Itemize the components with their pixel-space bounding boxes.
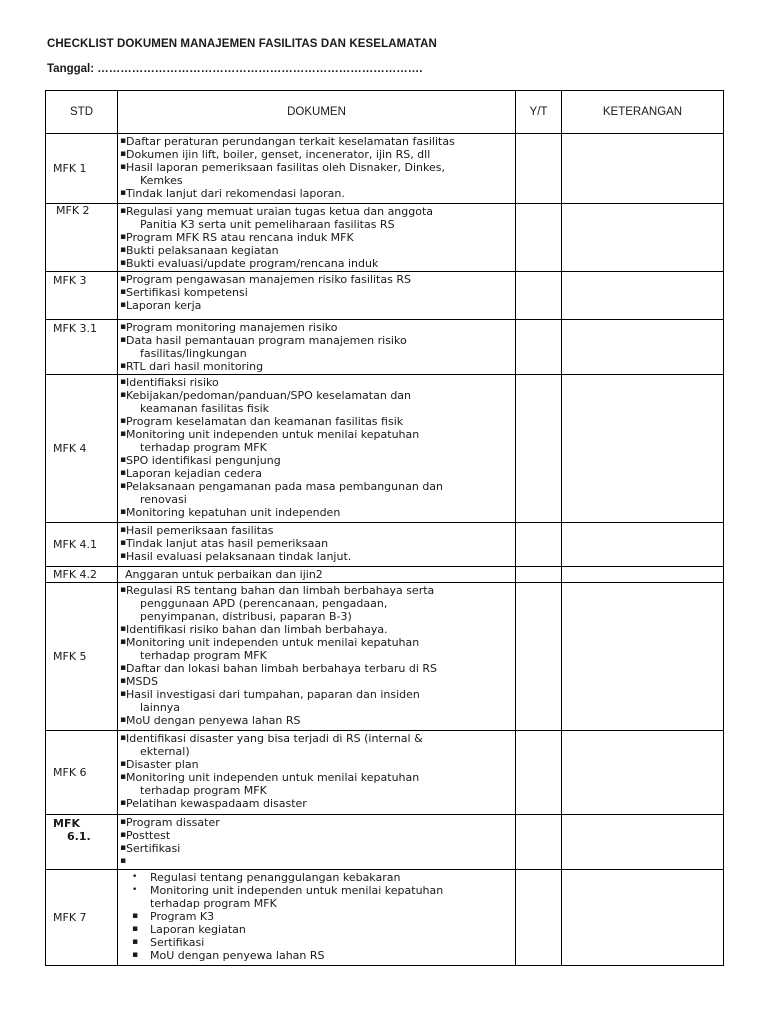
list-item [120, 797, 513, 810]
list-item [120, 286, 513, 299]
list-item-text: Daftar peraturan perundangan terkait keselamatan fasilitas [126, 135, 455, 148]
list-item [120, 321, 513, 334]
dokumen-cell [118, 134, 516, 204]
bullet-icon: ▪ [120, 335, 127, 345]
list-item [120, 506, 513, 519]
bullet-icon: ▪ [120, 637, 127, 647]
list-item-text: Hasil evaluasi pelaksanaan tindak lanjut. [126, 550, 352, 563]
std-cell [46, 523, 118, 567]
list-item-text: lainnya [140, 701, 181, 714]
yt-cell[interactable] [516, 134, 562, 204]
date-field-label: Tanggal: …………………………………………………………………………. [47, 63, 423, 75]
bullet-icon: ▪ [120, 585, 127, 595]
yt-cell[interactable] [516, 815, 562, 870]
std-cell [46, 320, 118, 375]
list-item [120, 524, 513, 537]
list-item-text: Hasil laporan pemeriksaan fasilitas oleh Disnaker, Dinkes, [126, 161, 445, 174]
bullet-icon: ▪ [120, 507, 127, 517]
yt-cell[interactable] [516, 870, 562, 966]
table-row [46, 523, 724, 567]
list-item [120, 871, 513, 884]
bullet-icon: ▪ [120, 481, 127, 491]
list-item [120, 273, 513, 286]
table-row [46, 204, 724, 272]
list-item-text: Pelaksanaan pengamanan pada masa pembangunan dan [126, 480, 444, 493]
bullet-icon: ▪ [120, 455, 127, 465]
keterangan-cell[interactable] [562, 134, 724, 204]
list-item-text: Program MFK RS atau rencana induk MFK [126, 231, 354, 244]
std-cell [46, 815, 118, 870]
list-item [120, 415, 513, 428]
table-row [46, 583, 724, 731]
table-row [46, 375, 724, 523]
list-item [120, 584, 513, 623]
list-item-text: Disaster plan [126, 758, 199, 771]
std-cell [46, 134, 118, 204]
dokumen-text: Anggaran untuk perbaikan dan ijin2 [125, 568, 323, 581]
std-label: MFK 7 [53, 911, 87, 924]
list-item-text: terhadap program MFK [140, 441, 267, 454]
std-cell [46, 870, 118, 966]
dokumen-cell [118, 204, 516, 272]
yt-cell[interactable] [516, 731, 562, 815]
bullet-icon: ▪ [120, 188, 127, 198]
dokumen-cell [118, 320, 516, 375]
bullet-icon: ▪ [120, 689, 127, 699]
bullet-icon: ▪ [120, 676, 127, 686]
list-item-text: renovasi [140, 493, 187, 506]
keterangan-cell[interactable] [562, 320, 724, 375]
keterangan-cell[interactable] [562, 272, 724, 320]
std-label: MFK 4 [53, 442, 87, 455]
list-item-text: Tindak lanjut atas hasil pemeriksaan [126, 537, 329, 550]
list-item [120, 855, 513, 868]
list-item-text: MoU dengan penyewa lahan RS [150, 949, 325, 962]
list-item [120, 135, 513, 148]
yt-cell[interactable] [516, 583, 562, 731]
bullet-icon: ▪ [120, 715, 127, 725]
keterangan-cell[interactable] [562, 870, 724, 966]
std-label: MFK [53, 817, 80, 830]
list-item-text: Pelatihan kewaspadaam disaster [126, 797, 307, 810]
bullet-icon: ▪ [120, 429, 127, 439]
header-yt: Y/T [516, 91, 562, 134]
yt-cell[interactable] [516, 272, 562, 320]
yt-cell[interactable] [516, 320, 562, 375]
list-item [120, 231, 513, 244]
list-item-text: Tindak lanjut dari rekomendasi laporan. [126, 187, 345, 200]
list-item-text: Regulasi yang memuat uraian tugas ketua dan anggota [126, 205, 434, 218]
list-item [120, 829, 513, 842]
list-item [120, 732, 513, 758]
bullet-icon: ▪ [120, 525, 127, 535]
list-item-text: Sertifikasi [126, 842, 181, 855]
list-item-text: SPO identifikasi pengunjung [126, 454, 281, 467]
list-item [120, 537, 513, 550]
list-item [120, 480, 513, 506]
checklist-table [45, 90, 724, 966]
list-item [120, 910, 513, 923]
bullet-icon: ▪ [132, 950, 139, 960]
list-item-text: Daftar dan lokasi bahan limbah berbahaya terbaru di RS [126, 662, 437, 675]
list-item [120, 205, 513, 231]
std-label: MFK 5 [53, 650, 87, 663]
std-label: 6.1. [67, 830, 91, 843]
list-item [120, 623, 513, 636]
std-label: MFK 4.2 [53, 568, 98, 581]
std-label: MFK 1 [53, 162, 87, 175]
list-item-text: penyimpanan, distribusi, paparan B-3) [140, 610, 352, 623]
bullet-icon: ▪ [120, 798, 127, 808]
list-item-text: Kebijakan/pedoman/panduan/SPO keselamatan dan [126, 389, 412, 402]
list-item-text: MoU dengan penyewa lahan RS [126, 714, 301, 727]
list-item-text: Laporan kegiatan [150, 923, 246, 936]
yt-cell[interactable] [516, 567, 562, 583]
list-item-text: Identifiaksi risiko [126, 376, 219, 389]
bullet-icon: ▪ [120, 149, 127, 159]
bullet-icon: ▪ [120, 232, 127, 242]
list-item [120, 467, 513, 480]
list-item [120, 662, 513, 675]
bullet-icon: ▪ [132, 937, 139, 947]
list-item [120, 376, 513, 389]
keterangan-cell[interactable] [562, 815, 724, 870]
list-item-text: Regulasi tentang penanggulangan kebakaran [150, 871, 401, 884]
std-cell [46, 375, 118, 523]
list-item-text: Panitia K3 serta unit pemeliharaan fasilitas RS [140, 218, 395, 231]
list-item [120, 675, 513, 688]
list-item [120, 758, 513, 771]
list-item-text: Monitoring unit independen untuk menilai kepatuhan [126, 771, 420, 784]
list-item-text: Laporan kejadian cedera [126, 467, 262, 480]
bullet-icon: ▪ [120, 663, 127, 673]
list-item [120, 148, 513, 161]
list-item-text: Program pengawasan manajemen risiko fasilitas RS [126, 273, 411, 286]
bullet-icon: ▪ [120, 856, 127, 866]
list-item-text: terhadap program MFK [140, 784, 267, 797]
bullet-icon: ▪ [120, 830, 127, 840]
bullet-icon: ▪ [120, 258, 127, 268]
list-item [120, 161, 513, 187]
bullet-icon: ▪ [120, 287, 127, 297]
table-row [46, 567, 724, 583]
list-item-text: terhadap program MFK [140, 649, 267, 662]
dokumen-cell [118, 731, 516, 815]
list-item [120, 454, 513, 467]
list-item-text: Hasil pemeriksaan fasilitas [126, 524, 274, 537]
list-item [120, 334, 513, 360]
bullet-icon: ▪ [120, 322, 127, 332]
list-item [120, 428, 513, 454]
bullet-icon: ▪ [120, 551, 127, 561]
dokumen-cell [118, 523, 516, 567]
list-item-text: Monitoring kepatuhan unit independen [126, 506, 341, 519]
list-item [120, 842, 513, 855]
bullet-icon: ▪ [132, 924, 139, 934]
keterangan-cell[interactable] [562, 523, 724, 567]
list-item [120, 816, 513, 829]
list-item [120, 244, 513, 257]
list-item [120, 187, 513, 200]
bullet-icon: • [132, 885, 138, 895]
list-item-text: RTL dari hasil monitoring [126, 360, 264, 373]
header-std: STD [46, 91, 118, 134]
list-item-text: Program keselamatan dan keamanan fasilitas fisik [126, 415, 404, 428]
list-item-text: Sertifikasi kompetensi [126, 286, 248, 299]
bullet-icon: ▪ [120, 274, 127, 284]
list-item-text: fasilitas/lingkungan [140, 347, 247, 360]
list-item [120, 360, 513, 373]
bullet-icon: ▪ [120, 206, 127, 216]
list-item-text: Program dissater [126, 816, 220, 829]
yt-cell[interactable] [516, 523, 562, 567]
list-item-text: MSDS [126, 675, 158, 688]
table-row [46, 815, 724, 870]
list-item-text: Identifikasi risiko bahan dan limbah berbahaya. [126, 623, 388, 636]
bullet-icon: ▪ [120, 759, 127, 769]
bullet-icon: ▪ [120, 361, 127, 371]
bullet-icon: ▪ [120, 817, 127, 827]
std-label: MFK 2 [56, 204, 90, 217]
dokumen-cell [118, 375, 516, 523]
bullet-icon: ▪ [120, 772, 127, 782]
std-label: MFK 4.1 [53, 538, 98, 551]
bullet-icon: ▪ [120, 538, 127, 548]
std-cell [46, 731, 118, 815]
list-item-text: Bukti evaluasi/update program/rencana induk [126, 257, 379, 270]
list-item-text: Hasil investigasi dari tumpahan, paparan dan insiden [126, 688, 420, 701]
list-item-text: Identifikasi disaster yang bisa terjadi di RS (internal & [126, 732, 423, 745]
bullet-icon: ▪ [120, 624, 127, 634]
table-header-row [46, 91, 724, 134]
list-item [120, 389, 513, 415]
list-item-text: Laporan kerja [126, 299, 202, 312]
header-keterangan: KETERANGAN [562, 91, 724, 134]
list-item-text: ekternal) [140, 745, 190, 758]
list-item [120, 949, 513, 962]
list-item [120, 688, 513, 714]
bullet-icon: ▪ [120, 300, 127, 310]
list-item-text: Dokumen ijin lift, boiler, genset, incenerator, ijin RS, dll [126, 148, 431, 161]
list-item-text: Program monitoring manajemen risiko [126, 321, 338, 334]
list-item-text: Sertifikasi [150, 936, 205, 949]
keterangan-cell[interactable] [562, 204, 724, 272]
keterangan-cell[interactable] [562, 731, 724, 815]
std-label: MFK 3 [53, 274, 87, 287]
dokumen-cell [118, 567, 516, 583]
dokumen-cell [118, 272, 516, 320]
header-dokumen: DOKUMEN [118, 91, 516, 134]
table-row [46, 731, 724, 815]
std-cell [46, 567, 118, 583]
std-cell [46, 204, 118, 272]
list-item [120, 550, 513, 563]
bullet-icon: ▪ [120, 733, 127, 743]
dokumen-cell [118, 870, 516, 966]
keterangan-cell[interactable] [562, 375, 724, 523]
list-item [120, 257, 513, 270]
std-cell [46, 583, 118, 731]
list-item-text: Bukti pelaksanaan kegiatan [126, 244, 279, 257]
bullet-icon: ▪ [120, 468, 127, 478]
list-item-text: terhadap program MFK [150, 897, 277, 910]
bullet-icon: ▪ [120, 390, 127, 400]
list-item [120, 936, 513, 949]
bullet-icon: ▪ [120, 416, 127, 426]
list-item-text: penggunaan APD (perencanaan, pengadaan, [140, 597, 388, 610]
bullet-icon: ▪ [120, 136, 127, 146]
bullet-icon: ▪ [132, 911, 139, 921]
std-label: MFK 3.1 [53, 322, 98, 335]
list-item-text: Monitoring unit independen untuk menilai kepatuhan [126, 636, 420, 649]
table-row [46, 870, 724, 966]
keterangan-cell[interactable] [562, 567, 724, 583]
keterangan-cell[interactable] [562, 583, 724, 731]
list-item-text: Kemkes [140, 174, 183, 187]
list-item [120, 714, 513, 727]
list-item [120, 299, 513, 312]
bullet-icon: • [132, 872, 138, 882]
dokumen-cell [118, 583, 516, 731]
bullet-icon: ▪ [120, 245, 127, 255]
std-cell [46, 272, 118, 320]
bullet-icon: ▪ [120, 377, 127, 387]
table-row [46, 272, 724, 320]
list-item-text: Data hasil pemantauan program manajemen risiko [126, 334, 407, 347]
list-item-text: Program K3 [150, 910, 215, 923]
list-item-text: Posttest [126, 829, 171, 842]
list-item-text: Monitoring unit independen untuk menilai kepatuhan [150, 884, 444, 897]
list-item [120, 771, 513, 797]
list-item-text [126, 855, 513, 868]
list-item-text: Regulasi RS tentang bahan dan limbah berbahaya serta [126, 584, 435, 597]
list-item [120, 636, 513, 662]
list-item [120, 923, 513, 936]
list-item-text: keamanan fasilitas fisik [140, 402, 270, 415]
document-title: CHECKLIST DOKUMEN MANAJEMEN FASILITAS DAN KESELAMATAN [47, 38, 437, 50]
yt-cell[interactable] [516, 204, 562, 272]
list-item-text: Monitoring unit independen untuk menilai kepatuhan [126, 428, 420, 441]
bullet-icon: ▪ [120, 162, 127, 172]
std-label: MFK 6 [53, 766, 87, 779]
list-item [120, 884, 513, 910]
dokumen-cell [118, 815, 516, 870]
bullet-icon: ▪ [120, 843, 127, 853]
table-row [46, 134, 724, 204]
yt-cell[interactable] [516, 375, 562, 523]
table-row [46, 320, 724, 375]
